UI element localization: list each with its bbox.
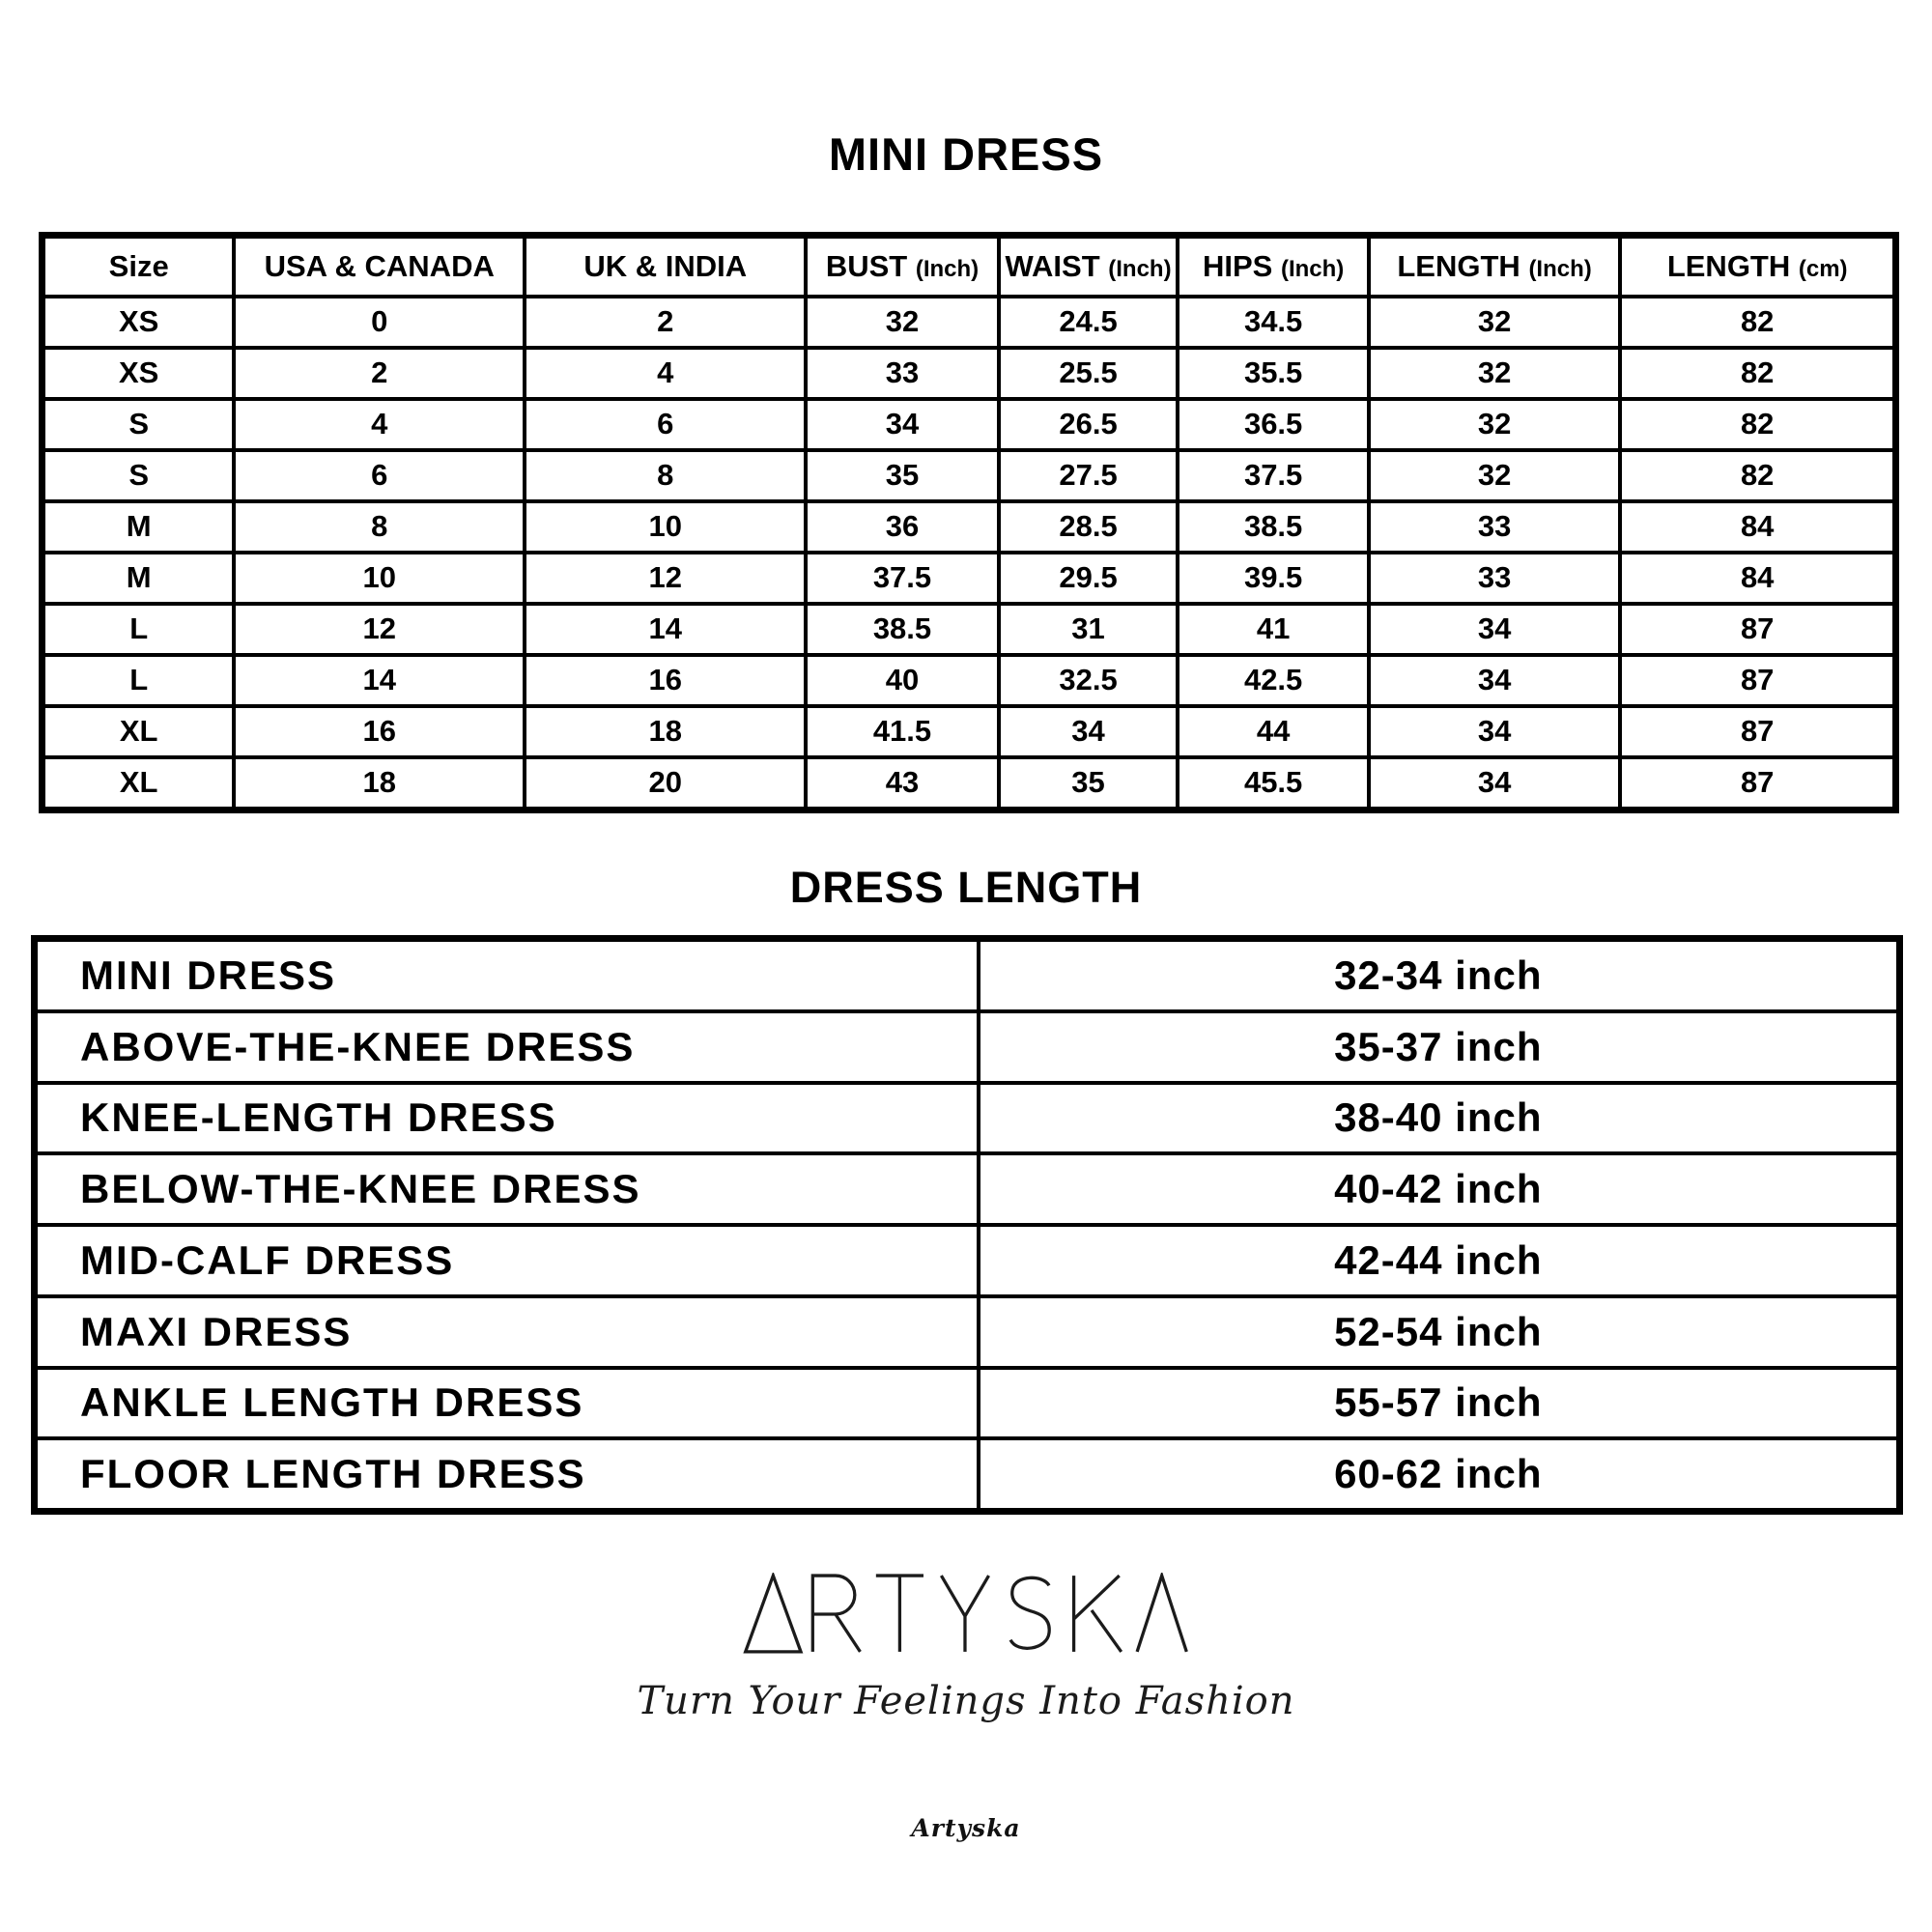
size-cell: 39.5 xyxy=(1178,553,1368,604)
dress-type-cell: MINI DRESS xyxy=(36,940,979,1011)
size-cell: XL xyxy=(43,706,234,757)
column-header-label: HIPS xyxy=(1202,248,1273,283)
size-cell: 25.5 xyxy=(999,348,1179,399)
size-cell: 82 xyxy=(1620,348,1894,399)
size-cell: 33 xyxy=(806,348,998,399)
size-cell: 34 xyxy=(999,706,1179,757)
size-cell: 0 xyxy=(234,297,525,348)
dress-type-cell: ANKLE LENGTH DRESS xyxy=(36,1368,979,1439)
length-range-cell: 55-57 inch xyxy=(979,1368,1898,1439)
footer-signature: Artyska xyxy=(911,1814,1021,1842)
size-cell: 32 xyxy=(806,297,998,348)
size-cell: 44 xyxy=(1178,706,1368,757)
dress-length-row xyxy=(36,1368,1898,1439)
length-range-cell: 40-42 inch xyxy=(979,1153,1898,1225)
column-header-label: Size xyxy=(108,248,169,283)
artyska-logo xyxy=(739,1573,1193,1656)
column-header-1 xyxy=(234,237,525,297)
column-header-unit: (cm) xyxy=(1798,255,1848,282)
size-cell: 6 xyxy=(234,450,525,501)
dress-length-row xyxy=(36,1225,1898,1296)
dress-type-cell: FLOOR LENGTH DRESS xyxy=(36,1438,979,1510)
size-cell: 26.5 xyxy=(999,399,1179,450)
size-cell: 38.5 xyxy=(806,604,998,655)
size-cell: 10 xyxy=(525,501,806,553)
logo-letter-t-icon xyxy=(876,1576,923,1652)
column-header-label: LENGTH xyxy=(1397,248,1520,283)
size-cell: 87 xyxy=(1620,604,1894,655)
size-cell: 87 xyxy=(1620,706,1894,757)
size-cell: 32.5 xyxy=(999,655,1179,706)
size-row xyxy=(43,706,1894,757)
size-cell: M xyxy=(43,553,234,604)
size-cell: 8 xyxy=(234,501,525,553)
size-cell: 12 xyxy=(525,553,806,604)
dress-type-cell: MID-CALF DRESS xyxy=(36,1225,979,1296)
column-header-label: LENGTH xyxy=(1666,248,1791,283)
dress-length-row xyxy=(36,1438,1898,1510)
size-cell: 18 xyxy=(525,706,806,757)
size-cell: 35 xyxy=(806,450,998,501)
size-row xyxy=(43,348,1894,399)
size-cell: XS xyxy=(43,297,234,348)
size-cell: 4 xyxy=(525,348,806,399)
size-cell: 37.5 xyxy=(1178,450,1368,501)
size-cell: S xyxy=(43,399,234,450)
size-cell: 34 xyxy=(1369,655,1621,706)
column-header-2 xyxy=(525,237,806,297)
size-cell: 34 xyxy=(806,399,998,450)
size-cell: 84 xyxy=(1620,553,1894,604)
dress-length-row xyxy=(36,1011,1898,1083)
size-cell: 20 xyxy=(525,757,806,809)
size-cell: 27.5 xyxy=(999,450,1179,501)
column-header-unit: (Inch) xyxy=(915,255,980,282)
size-cell: 31 xyxy=(999,604,1179,655)
size-cell: XS xyxy=(43,348,234,399)
brand-tagline: Turn Your Feelings Into Fashion xyxy=(637,1679,1295,1723)
logo-letter-delta-icon xyxy=(746,1576,801,1652)
size-cell: L xyxy=(43,655,234,706)
logo-letter-s-icon xyxy=(1010,1577,1049,1648)
brand-block xyxy=(0,1573,1932,1723)
logo-letter-a-icon xyxy=(1137,1576,1186,1652)
size-cell: L xyxy=(43,604,234,655)
size-cell: 82 xyxy=(1620,450,1894,501)
size-cell: 29.5 xyxy=(999,553,1179,604)
size-cell: XL xyxy=(43,757,234,809)
size-cell: 24.5 xyxy=(999,297,1179,348)
size-cell: 41.5 xyxy=(806,706,998,757)
dress-type-cell: KNEE-LENGTH DRESS xyxy=(36,1083,979,1154)
size-cell: 42.5 xyxy=(1178,655,1368,706)
size-cell: 38.5 xyxy=(1178,501,1368,553)
size-cell: 35 xyxy=(999,757,1179,809)
logo-letter-y-icon xyxy=(941,1576,988,1652)
dress-type-cell: MAXI DRESS xyxy=(36,1296,979,1368)
size-cell: 12 xyxy=(234,604,525,655)
column-header-6 xyxy=(1369,237,1621,297)
length-range-cell: 32-34 inch xyxy=(979,940,1898,1011)
size-cell: 37.5 xyxy=(806,553,998,604)
size-cell: 28.5 xyxy=(999,501,1179,553)
size-cell: M xyxy=(43,501,234,553)
length-range-cell: 52-54 inch xyxy=(979,1296,1898,1368)
size-cell: 82 xyxy=(1620,399,1894,450)
size-row xyxy=(43,297,1894,348)
size-cell: 34 xyxy=(1369,706,1621,757)
size-cell: 45.5 xyxy=(1178,757,1368,809)
column-header-unit: (Inch) xyxy=(1108,255,1172,282)
size-cell: 18 xyxy=(234,757,525,809)
column-header-label: BUST xyxy=(825,248,908,283)
size-cell: 33 xyxy=(1369,553,1621,604)
size-cell: 16 xyxy=(234,706,525,757)
size-row xyxy=(43,450,1894,501)
size-row xyxy=(43,604,1894,655)
length-range-cell: 60-62 inch xyxy=(979,1438,1898,1510)
size-row xyxy=(43,553,1894,604)
size-cell: 36.5 xyxy=(1178,399,1368,450)
dress-length-table xyxy=(31,935,1903,1515)
logo-letter-r-icon xyxy=(812,1576,860,1652)
size-cell: 8 xyxy=(525,450,806,501)
dress-length-row xyxy=(36,1296,1898,1368)
size-cell: 10 xyxy=(234,553,525,604)
dress-type-cell: ABOVE-THE-KNEE DRESS xyxy=(36,1011,979,1083)
size-cell: 34.5 xyxy=(1178,297,1368,348)
size-cell: 33 xyxy=(1369,501,1621,553)
size-cell: 40 xyxy=(806,655,998,706)
dress-length-row xyxy=(36,940,1898,1011)
column-header-7 xyxy=(1620,237,1894,297)
size-cell: 34 xyxy=(1369,604,1621,655)
length-range-cell: 38-40 inch xyxy=(979,1083,1898,1154)
dress-length-title: DRESS LENGTH xyxy=(789,863,1143,912)
size-cell: 14 xyxy=(234,655,525,706)
column-header-label: UK & INDIA xyxy=(583,248,748,283)
size-cell: 32 xyxy=(1369,348,1621,399)
column-header-label: WAIST xyxy=(1005,248,1100,283)
size-cell: 87 xyxy=(1620,655,1894,706)
size-cell: S xyxy=(43,450,234,501)
column-header-0 xyxy=(43,237,234,297)
length-range-cell: 35-37 inch xyxy=(979,1011,1898,1083)
dress-type-cell: BELOW-THE-KNEE DRESS xyxy=(36,1153,979,1225)
size-cell: 4 xyxy=(234,399,525,450)
size-cell: 16 xyxy=(525,655,806,706)
size-cell: 32 xyxy=(1369,450,1621,501)
column-header-label: USA & CANADA xyxy=(264,248,495,283)
size-cell: 32 xyxy=(1369,399,1621,450)
size-cell: 43 xyxy=(806,757,998,809)
size-cell: 41 xyxy=(1178,604,1368,655)
size-row xyxy=(43,655,1894,706)
column-header-3 xyxy=(806,237,998,297)
size-cell: 6 xyxy=(525,399,806,450)
column-header-4 xyxy=(999,237,1179,297)
size-row xyxy=(43,399,1894,450)
size-cell: 35.5 xyxy=(1178,348,1368,399)
dress-length-row xyxy=(36,1083,1898,1154)
size-chart-table xyxy=(39,232,1899,813)
column-header-unit: (Inch) xyxy=(1528,255,1592,282)
size-chart-header-row xyxy=(43,237,1894,297)
logo-letter-k-icon xyxy=(1074,1576,1122,1652)
size-row xyxy=(43,757,1894,809)
size-cell: 36 xyxy=(806,501,998,553)
column-header-5 xyxy=(1178,237,1368,297)
mini-dress-title: MINI DRESS xyxy=(828,128,1104,180)
size-cell: 14 xyxy=(525,604,806,655)
size-cell: 2 xyxy=(525,297,806,348)
column-header-unit: (Inch) xyxy=(1280,255,1345,282)
length-range-cell: 42-44 inch xyxy=(979,1225,1898,1296)
size-cell: 82 xyxy=(1620,297,1894,348)
size-cell: 32 xyxy=(1369,297,1621,348)
size-row xyxy=(43,501,1894,553)
size-cell: 84 xyxy=(1620,501,1894,553)
dress-length-row xyxy=(36,1153,1898,1225)
size-cell: 2 xyxy=(234,348,525,399)
size-cell: 34 xyxy=(1369,757,1621,809)
size-cell: 87 xyxy=(1620,757,1894,809)
